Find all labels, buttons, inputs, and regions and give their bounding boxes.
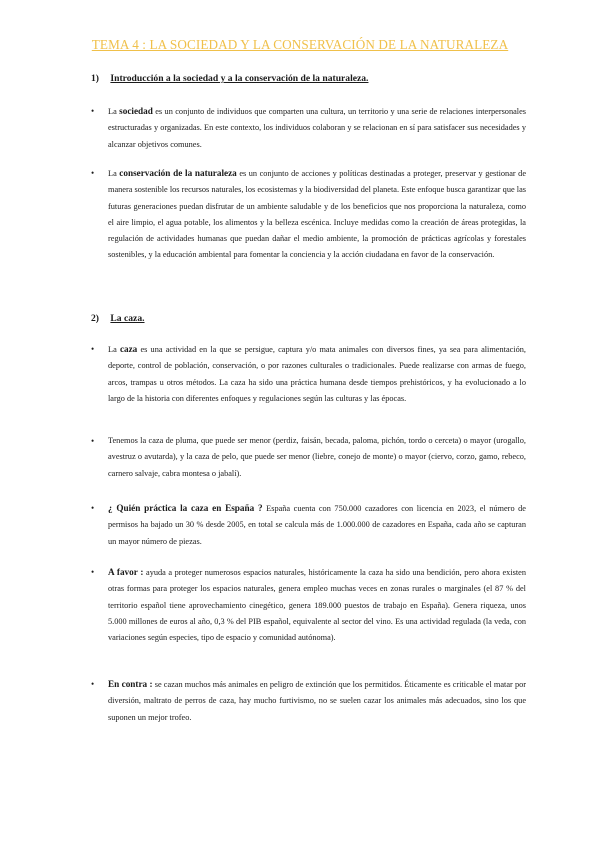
- section-heading-2: [91, 313, 145, 324]
- key-term: En contra :: [108, 679, 153, 689]
- paragraph-caza: [108, 341, 526, 407]
- section-number: 1): [91, 73, 99, 84]
- section-title: La caza.: [110, 313, 145, 324]
- bullet: •: [91, 567, 95, 577]
- paragraph-text: se cazan muchos más animales en peligro de extinción que los permitidos. Éticamente es criticable el matar por diversión, maltrato de perros de caza, hay mucho furtivismo, no se suelen cazar los animales más adecuados, sino los que suponen un mejor trofeo.: [108, 680, 527, 722]
- bullet: •: [91, 503, 95, 513]
- paragraph-text: Tenemos la caza de pluma, que puede ser menor (perdiz, faisán, becada, paloma, pichón, tordo o cerceta) o mayor (urogallo, avestruz o avutarda), y la caza de pelo, que puede ser menor (liebre, conejo de monte) o mayor (ciervo, corzo, gamo, rebeco, carnero salvaje, cabra montesa o jabalí).: [108, 436, 526, 478]
- paragraph-text: ayuda a proteger numerosos espacios naturales, históricamente la caza ha sido una bendición, pero ahora existen otras formas para proteger los espacios naturales, genera empleo muchas veces en zonas rurales o marginales (el 87 % del territorio español tiene aprovechamiento cinegético, genera 189.000 puestos de trabajo en España). Genera riqueza, unos 5.000 millones de euros al año, 0,3 % del PIB español, equivalente al sector del vino. Es una actividad regulada (la veda, con variaciones según especies, tipo de espacio y comunidad autónoma).: [108, 568, 526, 643]
- key-term: A favor :: [108, 567, 144, 577]
- bullet: •: [91, 679, 95, 689]
- paragraph-lead: La: [108, 107, 120, 116]
- bullet: •: [91, 168, 95, 178]
- key-term: caza: [119, 344, 138, 354]
- document-title: TEMA 4 : LA SOCIEDAD Y LA CONSERVACIÓN DE LA NATURALEZA: [91, 37, 509, 52]
- section-title: Introducción a la sociedad y a la conservación de la naturaleza.: [110, 73, 369, 84]
- section-heading-1: [91, 73, 368, 84]
- section-number: 2): [91, 313, 99, 324]
- paragraph-sociedad: [108, 103, 526, 153]
- paragraph-text: España cuenta con 750.000 cazadores con licencia en 2023, el número de permisos ha bajado un 30 % desde 2005, en total se calcula más de 1.000.000 de cazadores en España, cada año se capturan un mayor número de piezas.: [108, 504, 526, 546]
- paragraph-a-favor: [108, 564, 526, 646]
- bullet: •: [91, 344, 95, 354]
- paragraph-text: es un conjunto de acciones y políticas destinadas a proteger, preservar y gestionar de manera sostenible los recursos naturales, los ecosistemas y la biodiversidad del planeta. Este enfoque busca garantizar que las futuras generaciones puedan disfrutar de un ambiente saludable y de los beneficios que nos proporciona la naturaleza, como el aire limpio, el agua potable, los alimentos y la belleza escénica. Incluye medidas como la creación de áreas protegidas, la regulación de actividades humanas que puedan dañar el medio ambiente, la promoción de prácticas agrícolas y forestales sostenibles, y la educación ambiental para fomentar la conciencia y la acción ciudadana en favor de la conservación.: [108, 169, 527, 260]
- key-term: conservación de la naturaleza: [119, 168, 237, 178]
- paragraph-lead: La: [108, 345, 120, 354]
- paragraph-text: es una actividad en la que se persigue, captura y/o mata animales con diversos fines, ya sea para alimentación, deporte, control de población, conservación, o por razones culturales o tradicionales. Puede realizarse con armas de fuego, arcos, trampas u otros métodos. La caza ha sido una práctica humana desde tiempos prehistóricos, y ha evolucionado a lo largo de la historia con diferentes enfoques y regulaciones según las culturas y las épocas.: [108, 345, 526, 403]
- key-term: ¿ Quién práctica la caza en España ?: [108, 503, 263, 513]
- paragraph-text: es un conjunto de individuos que comparten una cultura, un territorio y una serie de relaciones interpersonales estructuradas y organizadas. En este contexto, los individuos colaboran y se relacionan en sí para satisfacer sus necesidades y alcanzar objetivos comunes.: [108, 107, 527, 149]
- paragraph-en-contra: [108, 676, 526, 726]
- paragraph-lead: La: [108, 169, 120, 178]
- bullet: •: [91, 436, 95, 446]
- key-term: sociedad: [119, 106, 153, 116]
- bullet: •: [91, 106, 95, 116]
- paragraph-conservacion: [108, 165, 526, 264]
- paragraph-tipos-caza: [108, 433, 526, 482]
- paragraph-quien-practica: [108, 500, 526, 550]
